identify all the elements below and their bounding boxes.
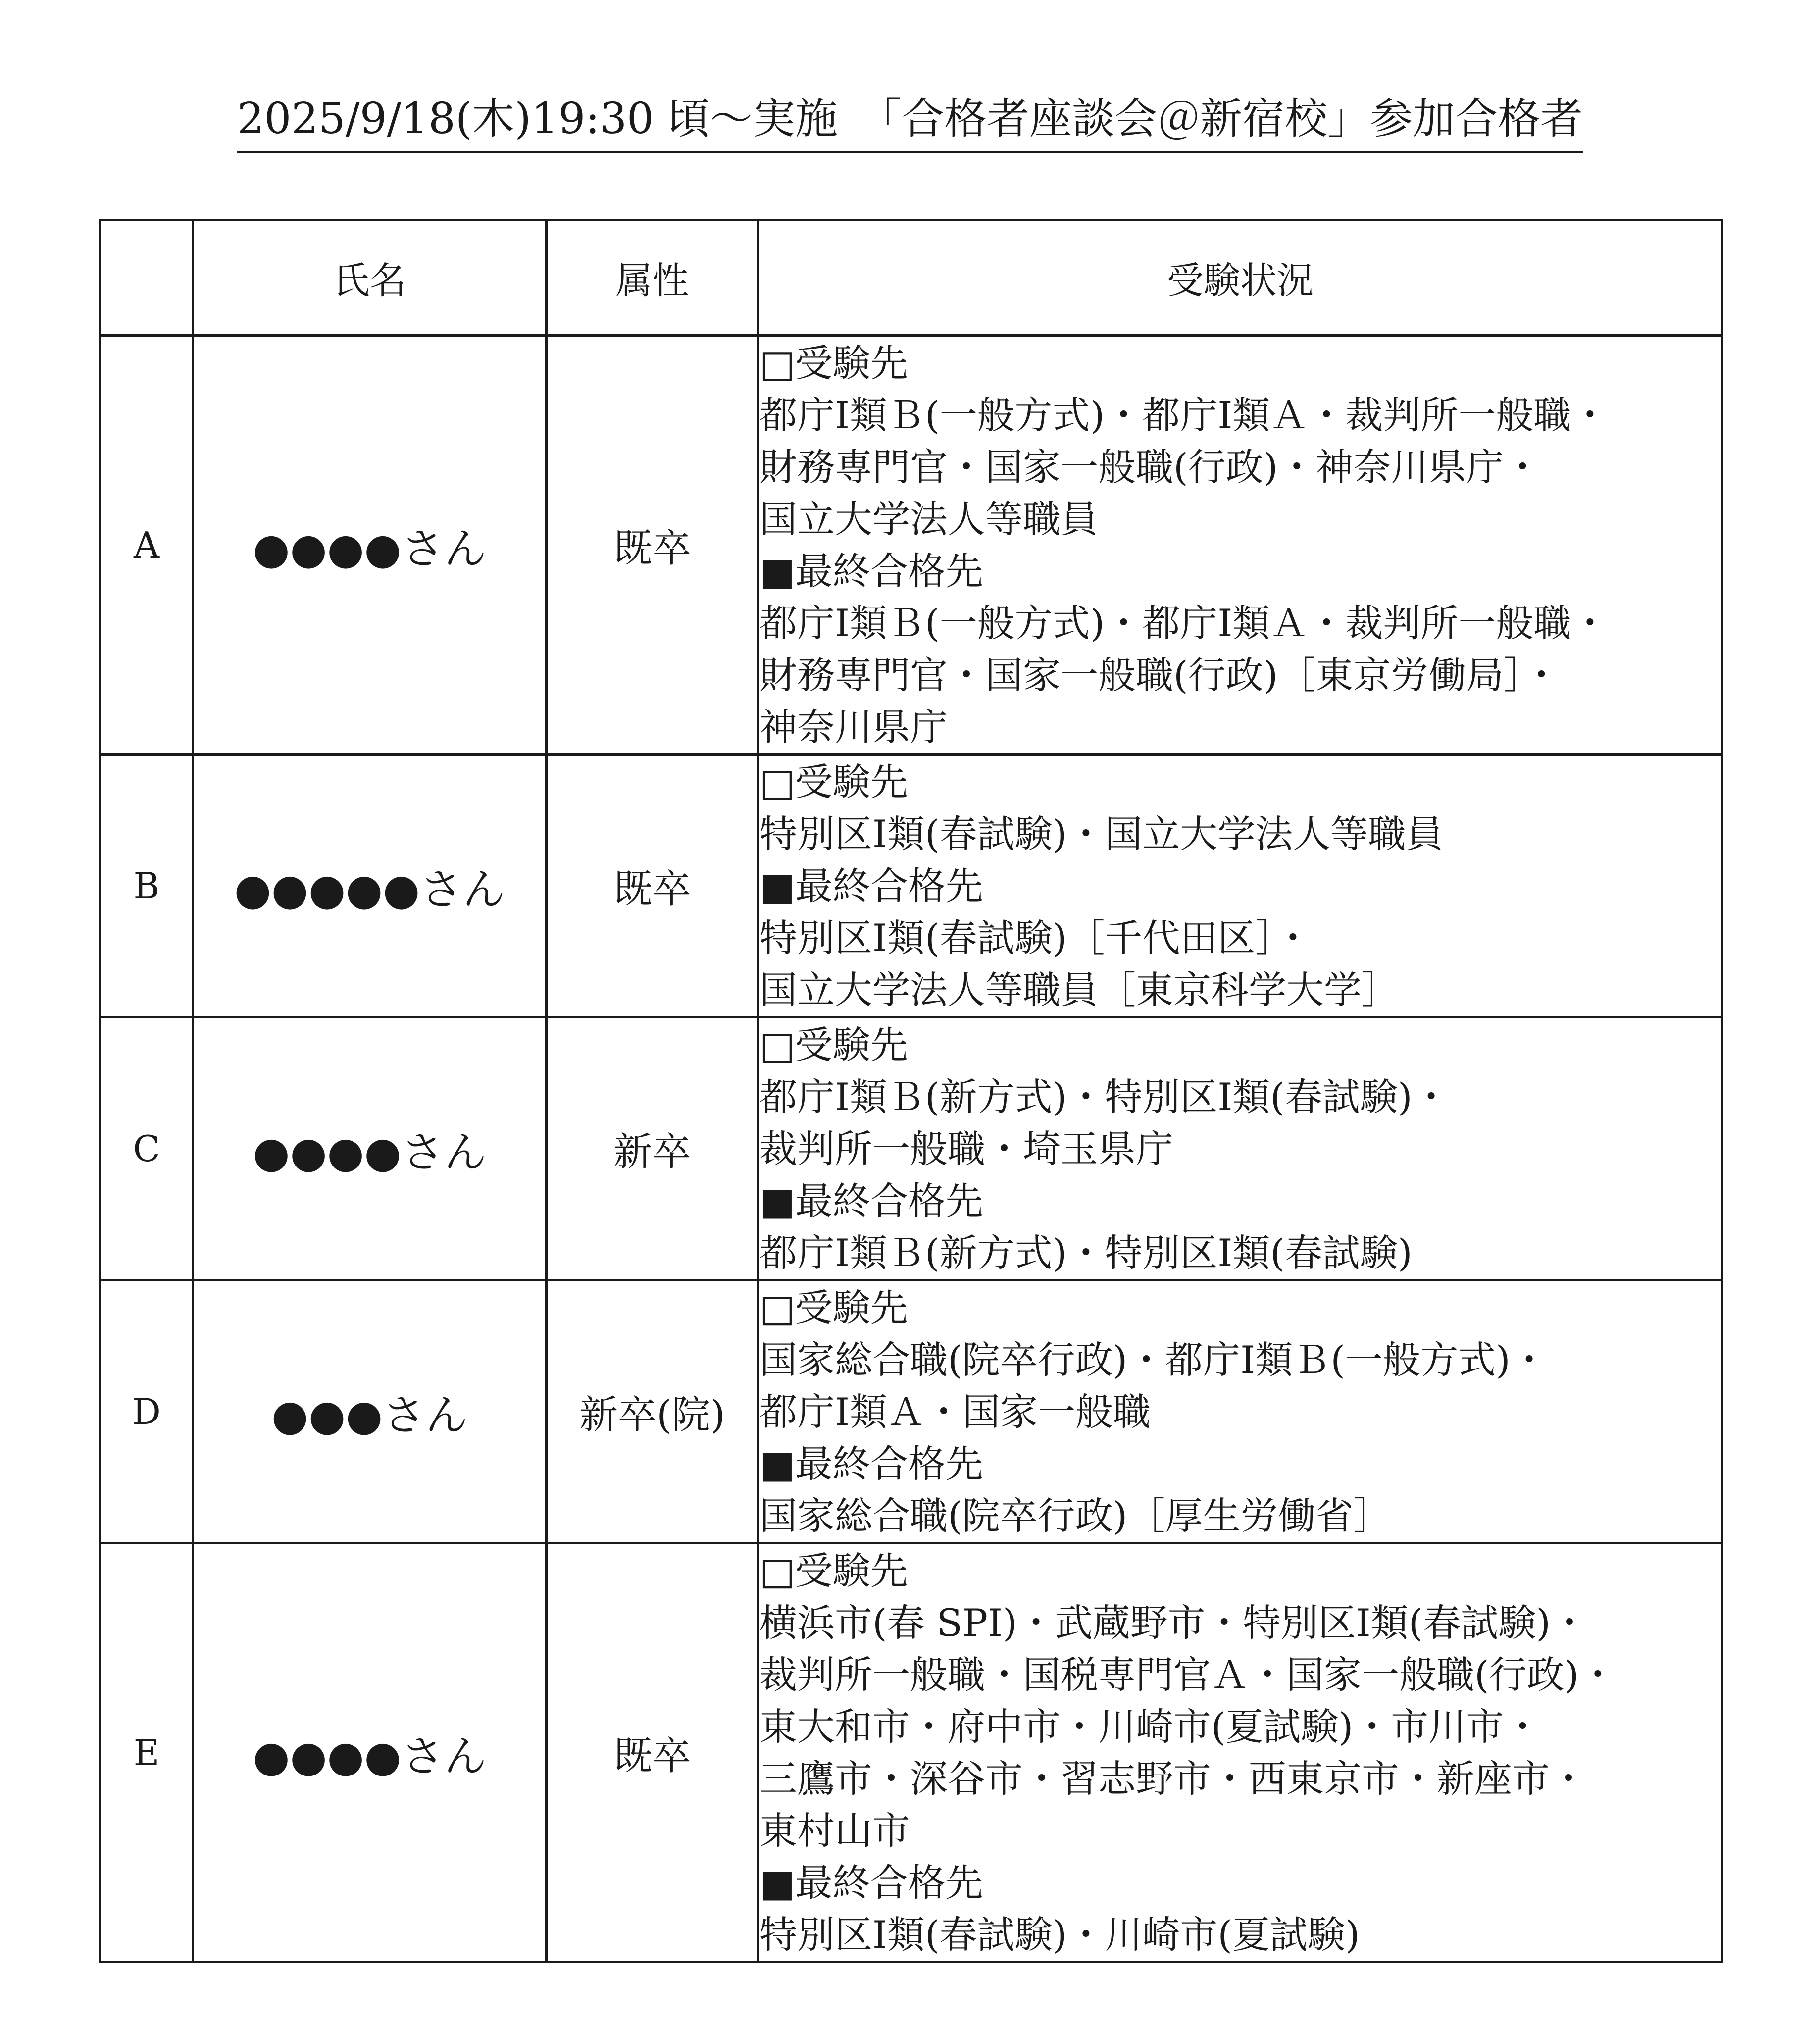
status-line: ■最終合格先 [759, 1860, 983, 1905]
status-line: 特別区Ⅰ類(春試験)・国立大学法人等職員 [759, 811, 1444, 856]
row-attribute: 新卒(院) [547, 1280, 758, 1543]
row-id: D [101, 1280, 193, 1543]
row-attribute: 既卒 [547, 336, 758, 755]
status-line: 東大和市・府中市・川崎市(夏試験)・市川市・ [759, 1704, 1542, 1749]
status-line: ■最終合格先 [759, 1178, 983, 1223]
table-row [101, 1280, 1722, 1543]
table-row [101, 1543, 1722, 1962]
row-attribute: 既卒 [547, 755, 758, 1017]
row-status [758, 1280, 1722, 1543]
row-status [758, 336, 1722, 755]
row-id: C [101, 1017, 193, 1280]
page-title-text: 2025/9/18(木)19:30 頃〜実施 「合格者座談会＠新宿校」参加合格者 [237, 89, 1583, 153]
status-line: 裁判所一般職・埼玉県庁 [759, 1126, 1173, 1171]
status-line: □受験先 [759, 1548, 908, 1593]
row-id: B [101, 755, 193, 1017]
status-line: 財務専門官・国家一般職(行政)［東京労働局］・ [759, 653, 1561, 697]
table-row [101, 755, 1722, 1017]
table-row [101, 1017, 1722, 1280]
status-line: 国家総合職(院卒行政)［厚生労働省］ [759, 1493, 1391, 1538]
table-row [101, 336, 1722, 755]
row-id: E [101, 1543, 193, 1962]
status-line: □受験先 [759, 760, 908, 804]
row-status [758, 1543, 1722, 1962]
status-line: ■最終合格先 [759, 1441, 983, 1486]
header-status: 受験状況 [758, 220, 1722, 336]
row-name: ●●●●さん [193, 336, 547, 755]
row-id: A [101, 336, 193, 755]
status-line: 特別区Ⅰ類(春試験)・川崎市(夏試験) [759, 1912, 1360, 1957]
header-name: 氏名 [193, 220, 547, 336]
header-id [101, 220, 193, 336]
row-status [758, 1017, 1722, 1280]
status-line: 都庁Ⅰ類Ｂ(新方式)・特別区Ⅰ類(春試験)・ [759, 1074, 1450, 1119]
status-line: ■最終合格先 [759, 863, 983, 908]
row-name: ●●●さん [193, 1280, 547, 1543]
status-line: □受験先 [759, 1285, 908, 1330]
status-line: 都庁Ⅰ類Ａ・国家一般職 [759, 1389, 1151, 1434]
status-line: ■最終合格先 [759, 549, 983, 593]
status-line: 裁判所一般職・国税専門官Ａ・国家一般職(行政)・ [759, 1652, 1617, 1697]
row-attribute: 新卒 [547, 1017, 758, 1280]
status-line: 都庁Ⅰ類Ｂ(一般方式)・都庁Ⅰ類Ａ・裁判所一般職・ [759, 601, 1609, 645]
status-line: □受験先 [759, 341, 908, 385]
results-table [99, 219, 1723, 1963]
header-attribute: 属性 [547, 220, 758, 336]
status-line: 三鷹市・深谷市・習志野市・西東京市・新座市・ [759, 1756, 1587, 1801]
row-attribute: 既卒 [547, 1543, 758, 1962]
status-line: 東村山市 [759, 1808, 910, 1853]
status-line: □受験先 [759, 1022, 908, 1067]
row-name: ●●●●さん [193, 1543, 547, 1962]
status-line: 都庁Ⅰ類Ｂ(一般方式)・都庁Ⅰ類Ａ・裁判所一般職・ [759, 393, 1609, 437]
row-status [758, 755, 1722, 1017]
status-line: 都庁Ⅰ類Ｂ(新方式)・特別区Ⅰ類(春試験) [759, 1230, 1413, 1275]
status-line: 国立大学法人等職員［東京科学大学］ [759, 967, 1399, 1012]
status-line: 横浜市(春 SPI)・武蔵野市・特別区Ⅰ類(春試験)・ [759, 1600, 1589, 1645]
page-title [0, 89, 1820, 153]
status-line: 財務専門官・国家一般職(行政)・神奈川県庁・ [759, 445, 1542, 489]
status-line: 国立大学法人等職員 [759, 497, 1098, 541]
row-name: ●●●●さん [193, 1017, 547, 1280]
status-line: 神奈川県庁 [759, 705, 948, 749]
status-line: 国家総合職(院卒行政)・都庁Ⅰ類Ｂ(一般方式)・ [759, 1337, 1548, 1382]
status-line: 特別区Ⅰ類(春試験)［千代田区］・ [759, 915, 1312, 960]
table-header-row [101, 220, 1722, 336]
row-name: ●●●●●さん [193, 755, 547, 1017]
